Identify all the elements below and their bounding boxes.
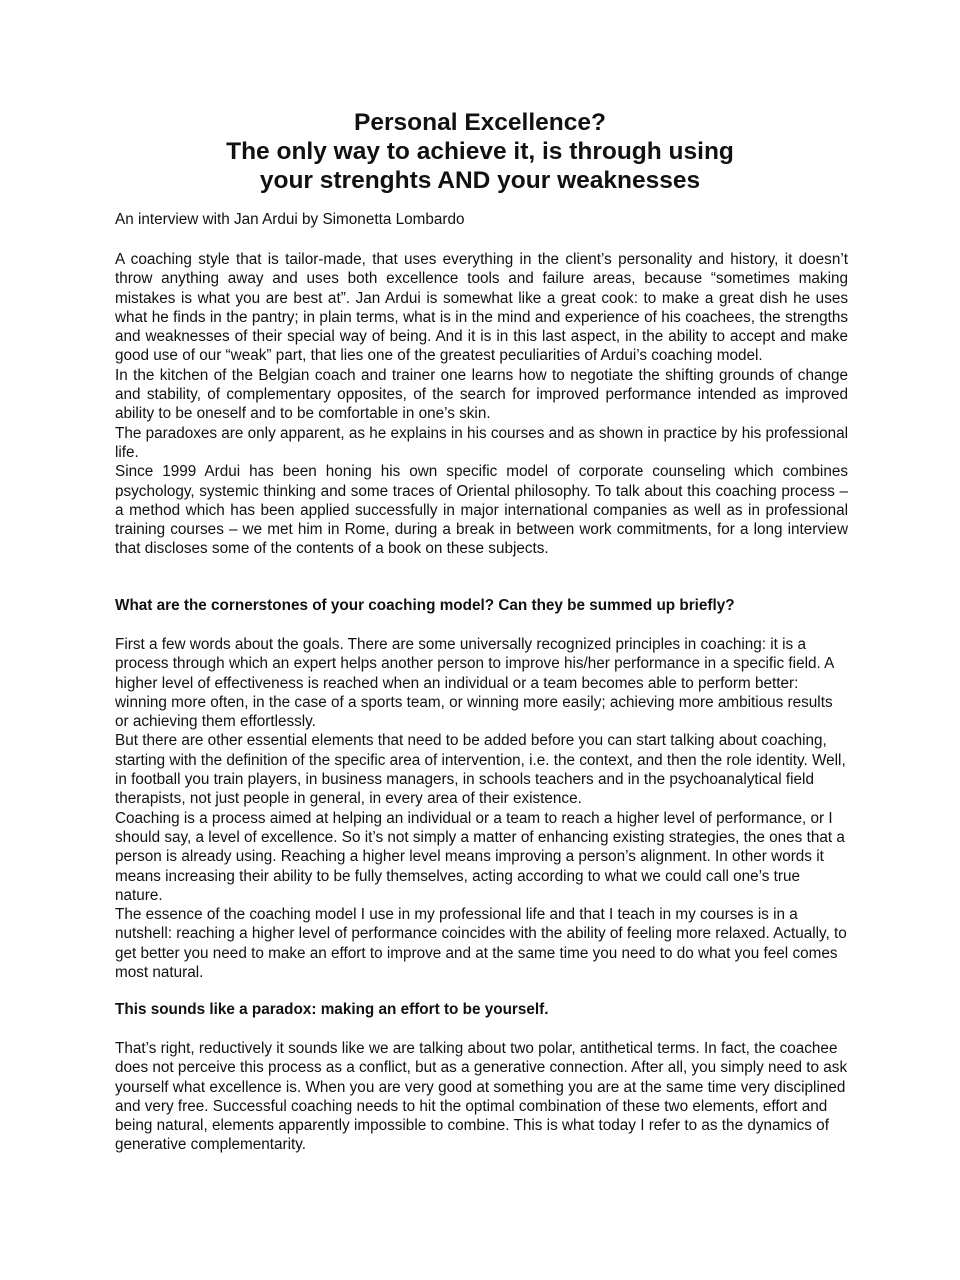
answer-paragraph: The essence of the coaching model I use in my professional life and that I teach in my courses is in a nutshell: reaching a higher level of performance coincides with the ability of feeling more relaxed. Actually, to get better you need to make an effort to improve and at the same time you need to do what you feel comes most natural. [115,906,847,982]
answer-paragraph: That’s right, reductively it sounds like we are talking about two polar, antithetical terms. In fact, the coachee does not perceive this process as a conflict, but as a generative connection. After all, you simply need to ask yourself what excellence is. When you are very good at something you are at the same time very disciplined and very free. Successful coaching needs to hit the optimal combination of these two elements, effort and being natural, elements apparently impossible to combine. This is what today I refer to as the dynamics of generative complementarity. [115,1040,848,1154]
interview-answer [115,1039,848,1155]
interview-question: This sounds like a paradox: making an effort to be yourself. [115,1001,549,1018]
article-title [0,108,960,195]
byline: An interview with Jan Ardui by Simonetta Lombardo [115,211,465,228]
answer-paragraph: Coaching is a process aimed at helping an individual or a team to reach a higher level of performance, or I should say, a level of excellence. So it’s not simply a matter of enhancing existing strategies, the ones that a person is already using. Reaching a higher level means improving a person’s alignment. In other words it means increasing their ability to be fully themselves, acting according to what we could call one’s true nature. [115,809,845,904]
intro-paragraph: A coaching style that is tailor-made, that uses everything in the client’s personality and history, it doesn’t throw anything away and uses both excellence tools and failure areas, because “sometimes making mistakes is what you are best at”. Jan Ardui is somewhat like a great cook: to make a great dish he uses what he finds in the pantry; in plain terms, what is in the mind and experience of his coachees, the strengths and weaknesses of their special way of being. And it is in this last aspect, in the ability to accept and make good use of our “weak” part, that lies one of the greatest peculiarities of Ardui’s coaching model. [115,251,848,365]
title-line: The only way to achieve it, is through using [226,138,734,165]
interview-question: What are the cornerstones of your coaching model? Can they be summed up briefly? [115,597,735,614]
interview-answer [115,635,848,982]
intro-section [115,250,848,559]
intro-paragraph: In the kitchen of the Belgian coach and trainer one learns how to negotiate the shifting grounds of change and stability, of complementary opposites, of the search for improved performance intended as improved ability to be oneself and to be comfortable in one’s skin. [115,366,848,423]
intro-paragraph: Since 1999 Ardui has been honing his own specific model of corporate counseling which combines psychology, systemic thinking and some traces of Oriental philosophy. To talk about this coaching process – a method which has been applied successfully in major international companies as well as in professional training courses – we met him in Rome, during a break in between work commitments, for a long interview that discloses some of the contents of a book on these subjects. [115,463,848,558]
answer-paragraph: First a few words about the goals. There are some universally recognized principles in coaching: it is a process through which an expert helps another person to improve his/her performance in a specific field. A higher level of effectiveness is reached when an individual or a team becomes able to perform better: winning more often, in the case of a sports team, or winning more easily; achieving more ambitious results or achieving them effortlessly. [115,636,834,731]
answer-paragraph: But there are other essential elements that need to be added before you can start talking about coaching, starting with the definition of the specific area of intervention, i.e. the context, and then the role identity. Well, in football you train players, in business managers, in schools teachers and in the psychoanalytical field therapists, not just people in general, in every area of their existence. [115,732,846,808]
title-line: Personal Excellence? [354,109,606,136]
title-line: your strenghts AND your weaknesses [259,167,701,194]
intro-paragraph: The paradoxes are only apparent, as he explains in his courses and as shown in practice by his professional life. [115,424,848,461]
